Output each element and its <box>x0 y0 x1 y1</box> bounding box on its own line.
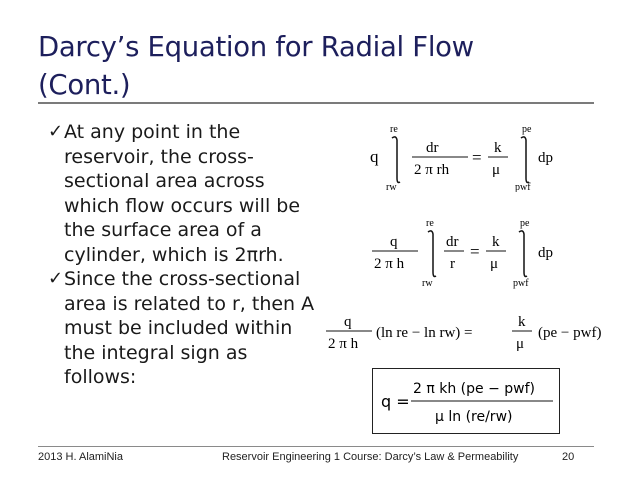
equation-3 <box>326 306 626 362</box>
title-line-1: Darcy’s Equation for Radial Flow <box>38 31 474 63</box>
eq1-num-right: k <box>494 140 502 156</box>
equation-2 <box>372 210 587 290</box>
title-divider <box>38 102 594 104</box>
eq1-upper-limit: re <box>390 124 398 135</box>
eq3-num-k: k <box>518 314 526 330</box>
bullet-item <box>48 267 318 390</box>
bullet-text: At any point in the reservoir, the cross-sectional area across which flow occurs will be the surface area of a cylinder, which is 2πrh. <box>64 121 301 266</box>
footer-divider <box>38 446 594 447</box>
equation-3-svg <box>326 306 626 362</box>
eq2-den-left: r <box>450 256 455 272</box>
equation-2-svg <box>372 210 587 290</box>
eq1-num-left: dr <box>426 140 439 156</box>
eq2-integral-left <box>428 231 436 277</box>
eq2-lower-limit-right: pwf <box>513 278 529 289</box>
result-equation-box <box>372 368 560 434</box>
equation-1-svg <box>370 118 585 192</box>
slide-title <box>38 28 598 104</box>
checkmark-icon: ✓ <box>48 121 64 142</box>
bullet-text: Since the cross-sectional area is related to r, then A must be included within the integral sign as follows: <box>64 268 315 388</box>
eq2-lower-limit: rw <box>422 278 433 289</box>
eq3-num-q: q <box>344 314 352 330</box>
eq4-numerator: 2 π kh (pe − pwf) <box>413 381 535 397</box>
eq2-num-left: dr <box>446 234 459 250</box>
eq2-den-q: 2 π h <box>374 256 405 272</box>
eq2-upper-limit: re <box>426 218 434 229</box>
bullet-list <box>48 120 318 390</box>
eq1-den-right: μ <box>492 162 501 178</box>
eq2-integral-right <box>519 231 527 277</box>
eq3-left-expr: (ln re − ln rw) = <box>376 325 473 341</box>
eq1-lower-limit: rw <box>386 182 397 192</box>
footer-author: 2013 H. AlamiNia <box>38 451 123 463</box>
eq2-upper-limit-right: pe <box>520 218 530 229</box>
eq1-integral-right <box>521 137 529 183</box>
eq1-upper-limit-right: pe <box>522 124 532 135</box>
eq3-den-mu: μ <box>516 336 525 352</box>
eq2-num-right: k <box>492 234 500 250</box>
page-number: 20 <box>562 451 575 463</box>
eq1-integral-left <box>392 137 400 183</box>
eq1-den-left: 2 π rh <box>414 162 450 178</box>
checkmark-icon: ✓ <box>48 268 64 289</box>
eq1-q: q <box>370 147 379 166</box>
eq1-dp: dp <box>538 150 553 166</box>
eq3-den-q: 2 π h <box>328 336 359 352</box>
eq1-equals: = <box>472 148 482 167</box>
eq3-right-expr: (pe − pwf) <box>538 325 602 341</box>
bullet-item <box>48 120 318 267</box>
eq4-denominator: μ ln (re/rw) <box>435 409 513 425</box>
eq2-dp: dp <box>538 245 553 261</box>
footer-course: Reservoir Engineering 1 Course: Darcy’s Law & Permeability <box>222 451 519 463</box>
title-line-2: (Cont.) <box>38 69 131 101</box>
eq4-lhs: q = <box>381 392 410 411</box>
equation-4-svg <box>373 369 559 433</box>
eq2-num-q: q <box>390 234 398 250</box>
eq2-equals: = <box>470 242 480 261</box>
eq2-den-right: μ <box>490 256 499 272</box>
equation-1 <box>370 118 585 192</box>
eq1-lower-limit-right: pwf <box>515 182 531 192</box>
